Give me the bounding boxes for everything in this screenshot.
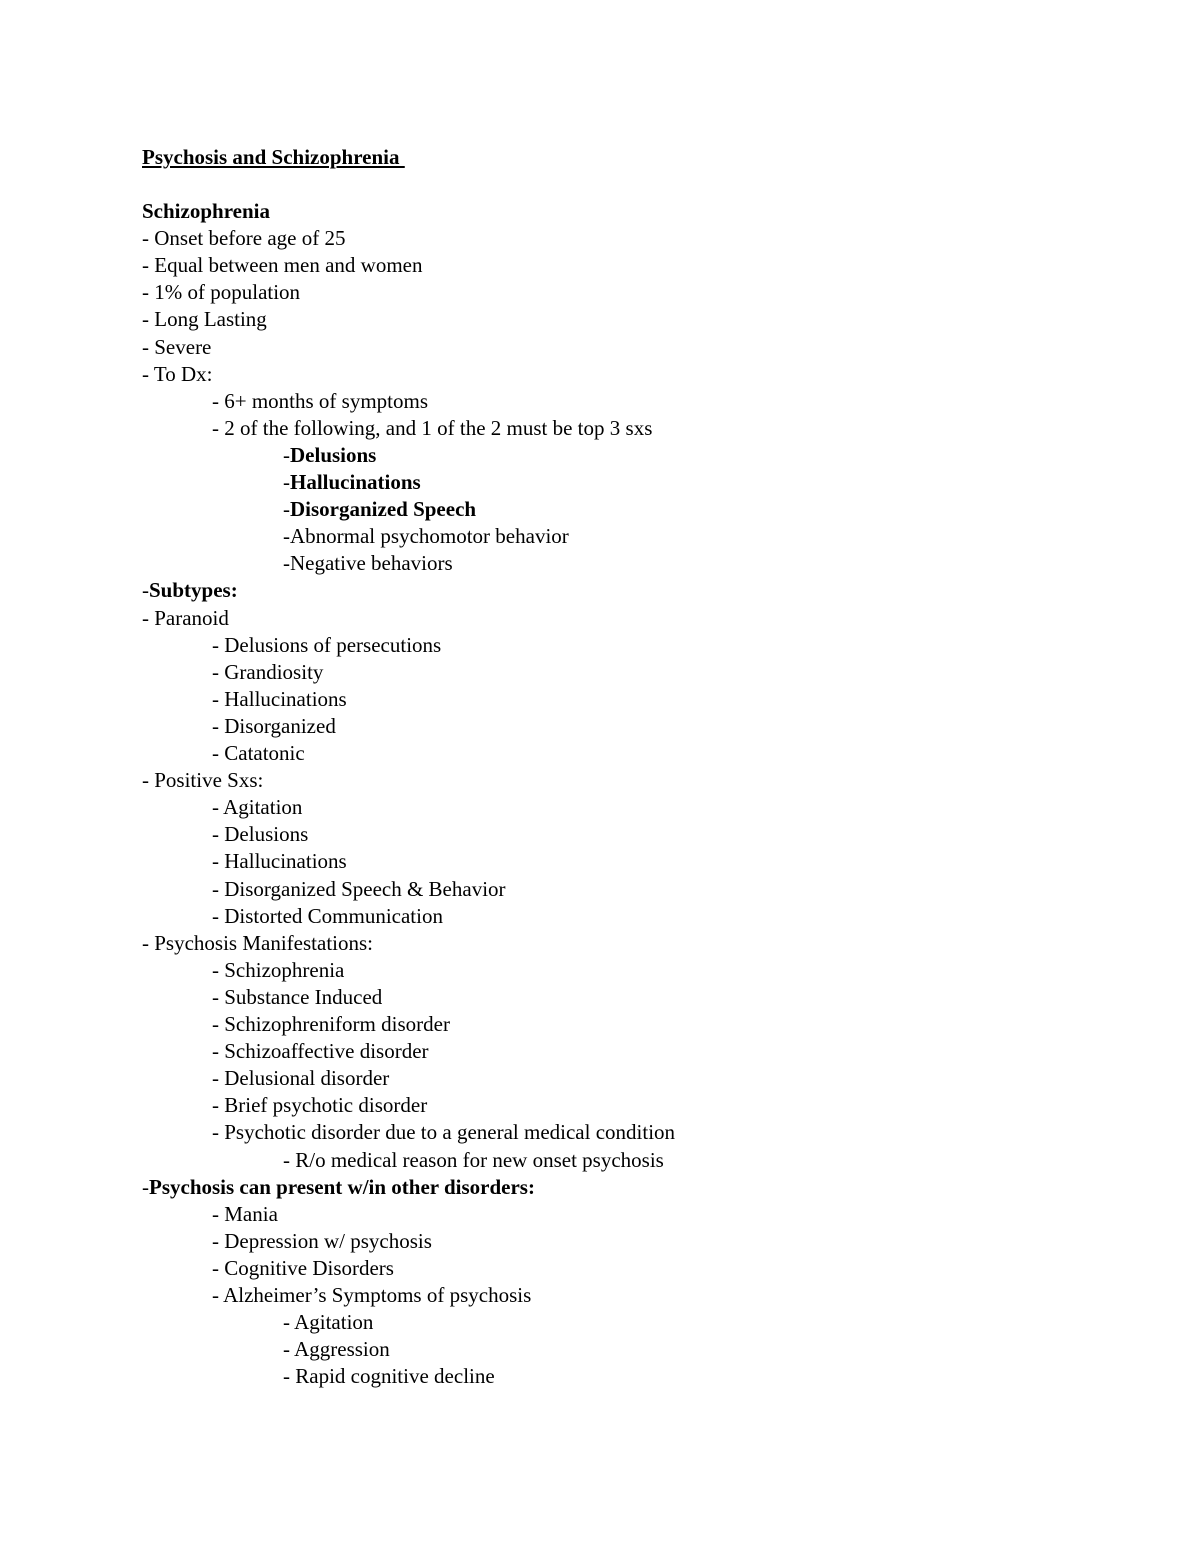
line-text: - Schizophrenia	[212, 958, 345, 982]
line-text: - Agitation	[212, 795, 303, 819]
document-line	[283, 1147, 664, 1174]
document-line	[142, 279, 300, 306]
line-text: -Negative behaviors	[283, 551, 453, 575]
document-line	[212, 1282, 531, 1309]
line-text: - Long Lasting	[142, 307, 267, 331]
line-text: - Aggression	[283, 1337, 390, 1361]
document-line	[283, 1363, 495, 1390]
document-line	[142, 577, 238, 604]
document-line	[142, 361, 212, 388]
document-line	[212, 821, 308, 848]
line-text: Hallucinations	[290, 470, 421, 494]
document-line	[212, 713, 336, 740]
line-text: - Disorganized Speech & Behavior	[212, 877, 506, 901]
document-line	[212, 876, 506, 903]
document-line	[212, 740, 305, 767]
document-line	[283, 469, 421, 496]
line-text: - Cognitive Disorders	[212, 1256, 394, 1280]
line-text: - Mania	[212, 1202, 278, 1226]
line-text: - Onset before age of 25	[142, 226, 346, 250]
line-prefix: -	[283, 443, 290, 467]
document-line	[212, 957, 344, 984]
line-text: - Agitation	[283, 1310, 374, 1334]
document-line	[142, 252, 423, 279]
line-prefix: -	[283, 470, 290, 494]
document-line	[283, 1309, 373, 1336]
document-line	[212, 1011, 450, 1038]
document-line	[142, 1174, 535, 1201]
line-text: - Equal between men and women	[142, 253, 423, 277]
line-text: Psychosis can present w/in other disorders:	[149, 1175, 535, 1199]
document-line	[212, 686, 347, 713]
line-text: - Brief psychotic disorder	[212, 1093, 428, 1117]
line-text: - Depression w/ psychosis	[212, 1229, 432, 1253]
document-line	[142, 767, 263, 794]
document-line	[212, 903, 443, 930]
line-text: - Catatonic	[212, 741, 305, 765]
line-text: - Substance Induced	[212, 985, 383, 1009]
line-text: - Grandiosity	[212, 660, 324, 684]
document-line	[142, 605, 229, 632]
line-text: - Disorganized	[212, 714, 336, 738]
line-text: - Alzheimer’s Symptoms of psychosis	[212, 1283, 532, 1307]
line-text: - 1% of population	[142, 280, 301, 304]
line-text: - Distorted Communication	[212, 904, 443, 928]
line-text: - Rapid cognitive decline	[283, 1364, 495, 1388]
document-line	[212, 1228, 432, 1255]
line-text: - Schizophreniform disorder	[212, 1012, 450, 1036]
line-text: - R/o medical reason for new onset psychosis	[283, 1148, 664, 1172]
line-text: - Psychotic disorder due to a general medical condition	[212, 1120, 676, 1144]
line-text: Subtypes:	[149, 578, 238, 602]
document-line	[212, 1065, 389, 1092]
line-text: - Delusions of persecutions	[212, 633, 442, 657]
document-line	[212, 1201, 278, 1228]
line-text: - Severe	[142, 335, 212, 359]
document-line	[142, 198, 270, 225]
line-text: - Hallucinations	[212, 849, 347, 873]
line-prefix: -	[283, 497, 290, 521]
document-line	[142, 306, 267, 333]
document-line	[212, 1092, 427, 1119]
line-text: - 6+ months of symptoms	[212, 389, 429, 413]
document-line	[212, 1255, 394, 1282]
document-line	[283, 550, 453, 577]
document-line	[212, 1038, 429, 1065]
line-text: - Hallucinations	[212, 687, 347, 711]
document-line	[212, 632, 441, 659]
document-line	[212, 415, 652, 442]
line-text: Schizophrenia	[142, 199, 270, 223]
document-line	[212, 659, 323, 686]
line-text: -Abnormal psychomotor behavior	[283, 524, 569, 548]
document-line	[283, 496, 476, 523]
line-text: Disorganized Speech	[290, 497, 477, 521]
line-prefix: -	[142, 578, 149, 602]
line-text: - 2 of the following, and 1 of the 2 must be top 3 sxs	[212, 416, 653, 440]
line-text: - Positive Sxs:	[142, 768, 264, 792]
document-line	[283, 1336, 390, 1363]
line-text: - Psychosis Manifestations:	[142, 931, 373, 955]
line-text: - Delusional disorder	[212, 1066, 390, 1090]
document-line	[142, 225, 346, 252]
document-line	[283, 523, 569, 550]
line-text: - Paranoid	[142, 606, 229, 630]
document-line	[142, 334, 211, 361]
document-line	[212, 794, 302, 821]
line-text: - Delusions	[212, 822, 309, 846]
document-line	[142, 930, 373, 957]
line-text: Delusions	[290, 443, 377, 467]
line-text: - To Dx:	[142, 362, 213, 386]
document-line	[212, 984, 382, 1011]
document-title: Psychosis and Schizophrenia	[142, 145, 405, 169]
document-line	[212, 388, 428, 415]
document-line	[212, 1119, 675, 1146]
document-line	[283, 442, 376, 469]
document-line	[212, 848, 347, 875]
line-prefix: -	[142, 1175, 149, 1199]
line-text: - Schizoaffective disorder	[212, 1039, 429, 1063]
